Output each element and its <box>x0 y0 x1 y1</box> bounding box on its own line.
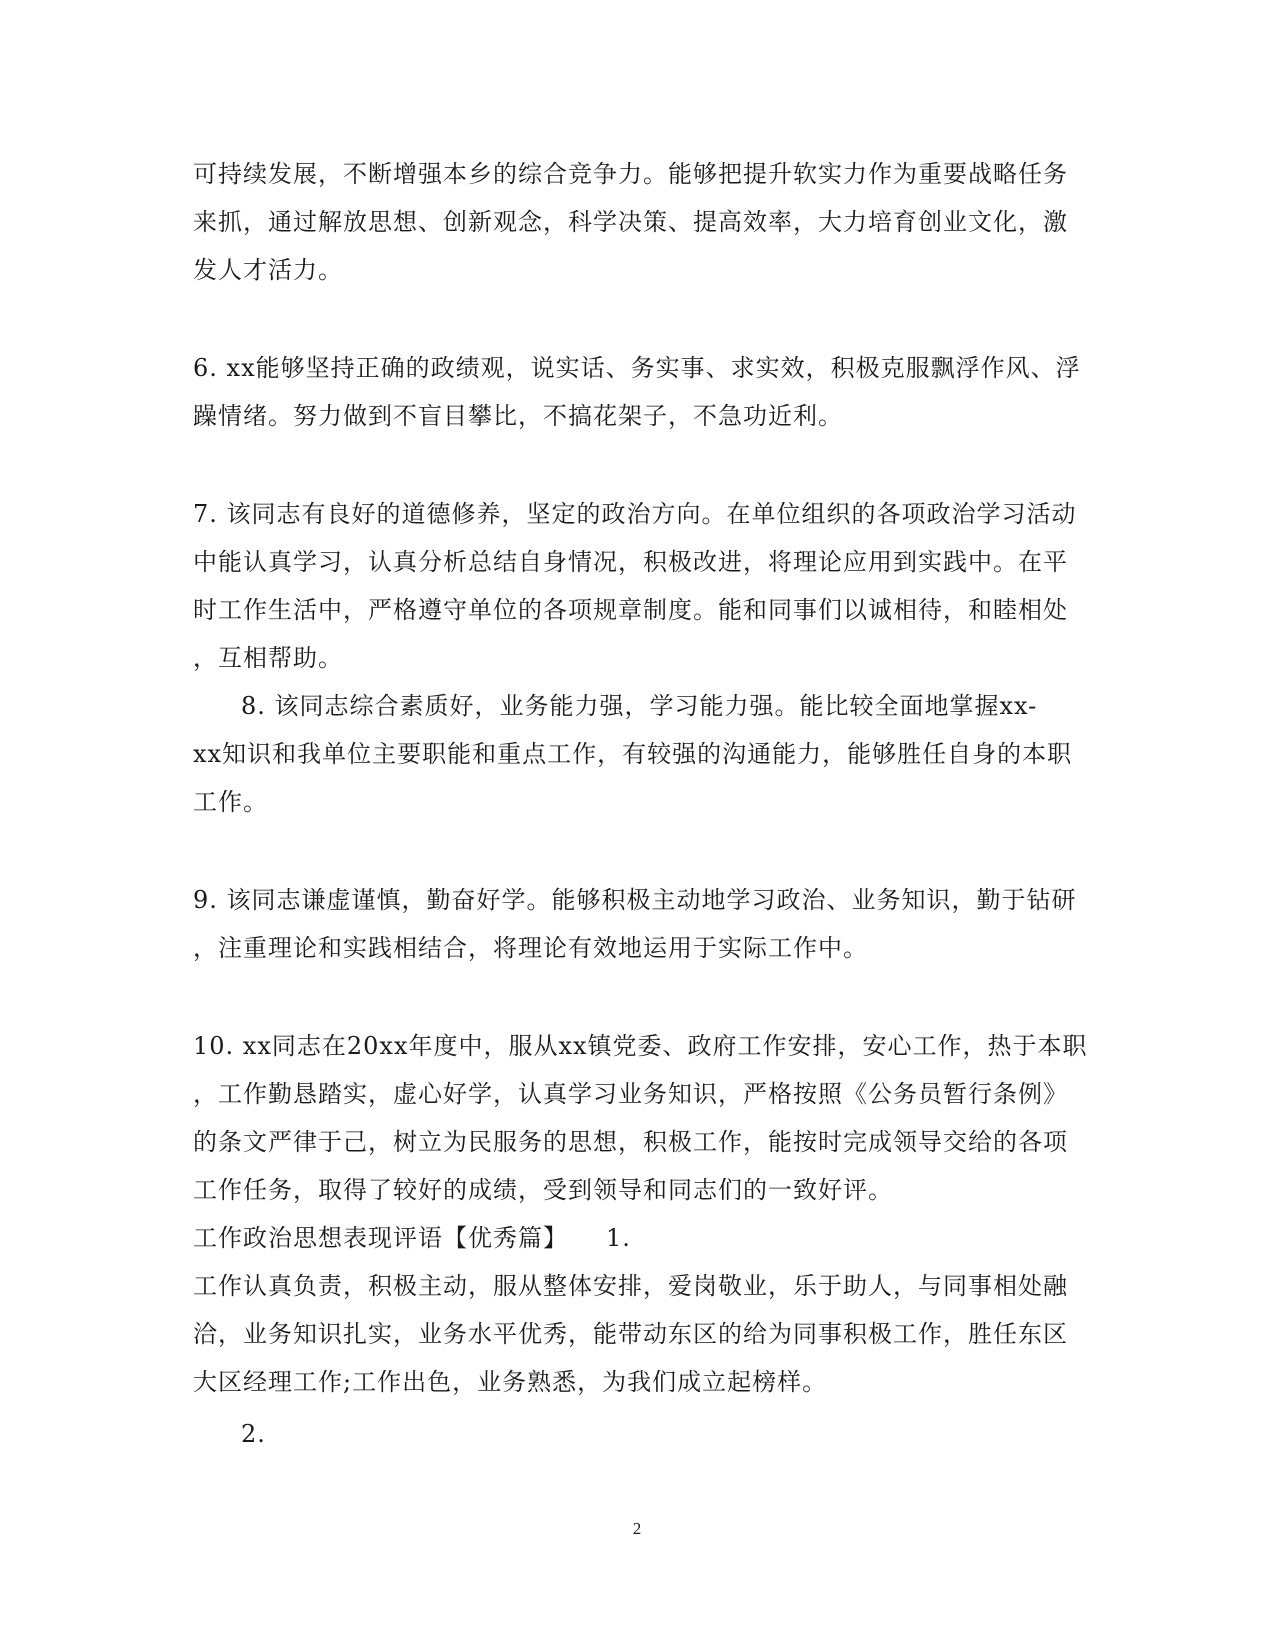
paragraph-7 <box>193 490 1077 682</box>
text-line: 躁情绪。努力做到不盲目攀比，不搞花架子，不急功近利。 <box>193 402 843 430</box>
text-line: 可持续发展，不断增强本乡的综合竞争力。能够把提升软实力作为重要战略任务 <box>193 160 1068 188</box>
text-line: 时工作生活中，严格遵守单位的各项规章制度。能和同事们以诚相待，和睦相处 <box>193 596 1068 624</box>
paragraph-8 <box>193 682 1073 826</box>
text-line: 的条文严律于己，树立为民服务的思想，积极工作，能按时完成领导交给的各项 <box>193 1128 1068 1156</box>
page-number: 2 <box>632 1519 642 1538</box>
text-line: xx知识和我单位主要职能和重点工作，有较强的沟通能力，能够胜任自身的本职 <box>193 740 1073 768</box>
text-line: ，工作勤恳踏实，虚心好学，认真学习业务知识，严格按照《公务员暂行条例》 <box>193 1080 1068 1108</box>
text-line: 10. xx同志在20xx年度中，服从xx镇党委、政府工作安排，安心工作，热于本职 <box>193 1032 1088 1060</box>
paragraph-9 <box>193 876 1077 972</box>
paragraph-excellent-1 <box>193 1262 1073 1406</box>
text-line: ，注重理论和实践相结合，将理论有效地运用于实际工作中。 <box>193 934 868 962</box>
section-heading <box>193 1214 1073 1262</box>
paragraph-5-continued <box>193 150 1073 294</box>
paragraph-10 <box>193 1022 1088 1214</box>
text-line: 洽，业务知识扎实，业务水平优秀，能带动东区的给为同事积极工作，胜任东区 <box>193 1320 1068 1348</box>
text-line: 8. 该同志综合素质好，业务能力强，学习能力强。能比较全面地掌握xx- <box>241 692 1038 720</box>
paragraph-excellent-2 <box>193 1410 1073 1458</box>
text-line: 6. xx能够坚持正确的政绩观，说实话、务实事、求实效，积极克服飘浮作风、浮 <box>193 354 1081 382</box>
heading-line: 工作政治思想表现评语【优秀篇】 1. <box>193 1224 631 1252</box>
text-line: 9. 该同志谦虚谨慎，勤奋好学。能够积极主动地学习政治、业务知识，勤于钻研 <box>193 886 1077 914</box>
text-line: 7. 该同志有良好的道德修养，坚定的政治方向。在单位组织的各项政治学习活动 <box>193 500 1077 528</box>
text-line: ，互相帮助。 <box>193 644 343 672</box>
text-line: 来抓，通过解放思想、创新观念，科学决策、提高效率，大力培育创业文化，激 <box>193 208 1068 236</box>
text-line: 2. <box>241 1420 266 1448</box>
text-line: 工作任务，取得了较好的成绩，受到领导和同志们的一致好评。 <box>193 1176 893 1204</box>
paragraph-6 <box>193 344 1081 440</box>
text-line: 工作认真负责，积极主动，服从整体安排，爱岗敬业，乐于助人，与同事相处融 <box>193 1272 1068 1300</box>
text-line: 中能认真学习，认真分析总结自身情况，积极改进，将理论应用到实践中。在平 <box>193 548 1068 576</box>
text-line: 发人才活力。 <box>193 256 343 284</box>
document-body <box>193 150 1088 1458</box>
text-line: 大区经理工作;工作出色，业务熟悉，为我们成立起榜样。 <box>193 1368 828 1396</box>
text-line: 工作。 <box>193 788 268 816</box>
